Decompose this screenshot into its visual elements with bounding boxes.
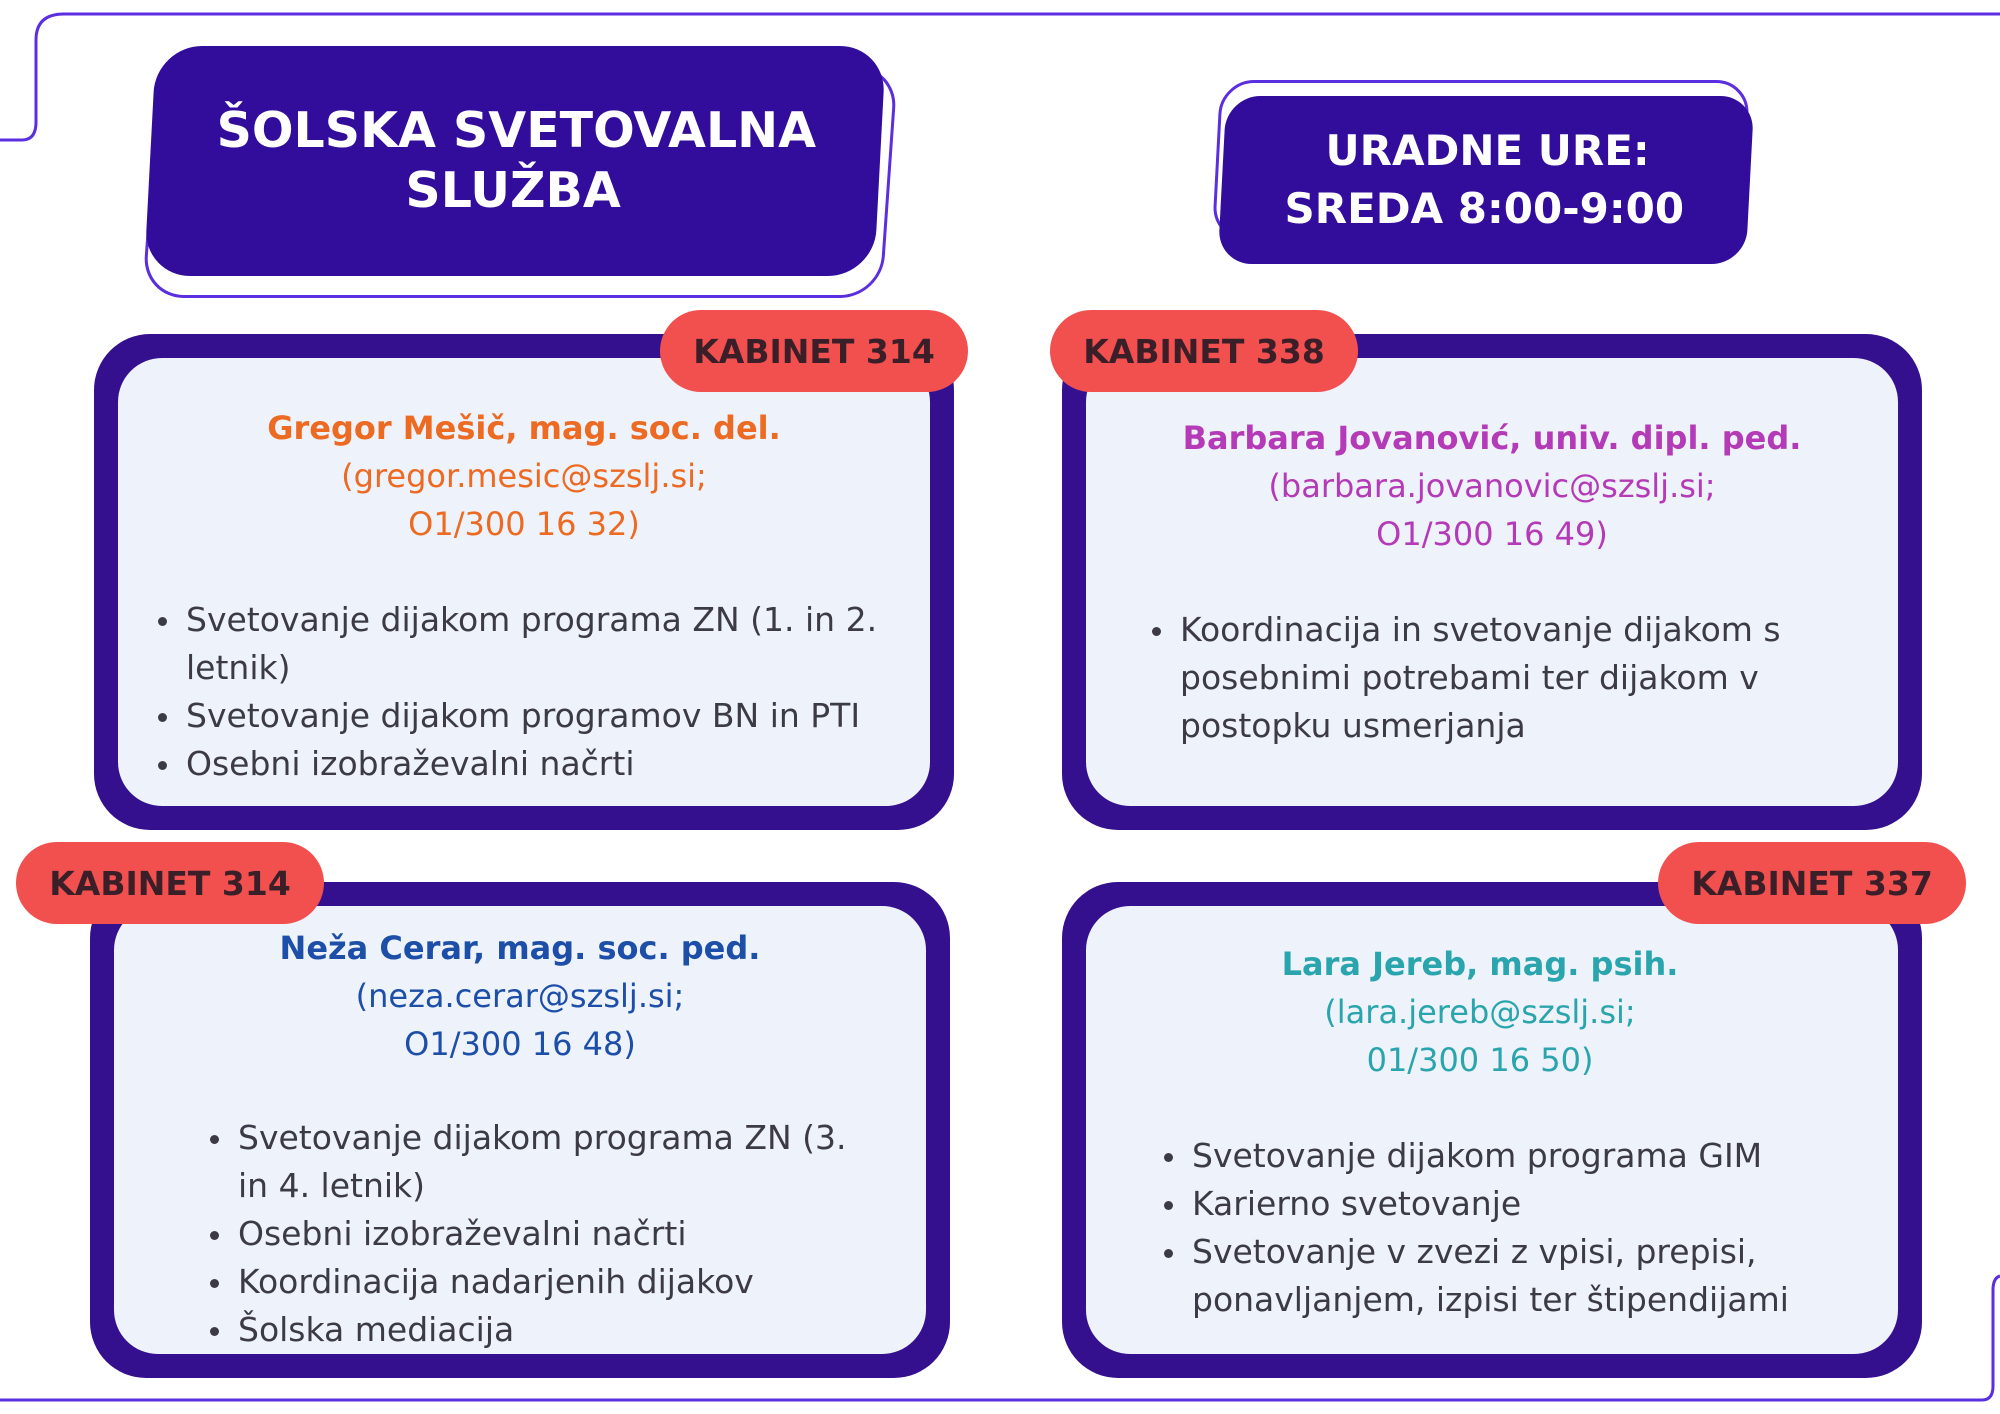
phone-number: O1/300 16 48): [404, 1025, 636, 1063]
phone-number: 01/300 16 50): [1366, 1041, 1594, 1079]
list-item: Svetovanje dijakom programov BN in PTI: [152, 692, 924, 740]
list-item: Karierno svetovanje: [1158, 1180, 1898, 1228]
list-item: Osebni izobraževalni načrti: [204, 1210, 854, 1258]
phone-number: O1/300 16 49): [1376, 515, 1608, 553]
list-item: Koordinacija in svetovanje dijakom s posebnimi potrebami ter dijakom v postopku usmerjanja: [1146, 606, 1876, 750]
email-link[interactable]: (gregor.mesic@szslj.si;: [341, 457, 707, 495]
list-item: Šolska mediacija: [204, 1306, 854, 1354]
room-badge: KABINET 314: [660, 310, 968, 392]
office-hours-line2: SREDA 8:00-9:00: [1284, 184, 1685, 233]
office-hours: [1218, 96, 1755, 264]
main-title-line2: SLUŽBA: [405, 162, 622, 219]
duties-list: [152, 596, 924, 788]
contact-info: [114, 924, 926, 1068]
counselor-name: Neža Cerar, mag. soc. ped.: [279, 929, 761, 967]
contact-info: [118, 404, 930, 548]
contact-info: [1086, 414, 1898, 558]
list-item: Svetovanje dijakom programa ZN (3. in 4. letnik): [204, 1114, 854, 1210]
duties-list: [1146, 606, 1876, 750]
email-link[interactable]: (lara.jereb@szslj.si;: [1324, 993, 1636, 1031]
list-item: Svetovanje v zvezi z vpisi, prepisi, ponavljanjem, izpisi ter štipendijami: [1158, 1228, 1898, 1324]
duties-list: [1158, 1132, 1898, 1324]
counselor-card-barbara: [1062, 334, 1922, 830]
room-badge: KABINET 338: [1050, 310, 1358, 392]
email-link[interactable]: (neza.cerar@szslj.si;: [355, 977, 685, 1015]
list-item: Svetovanje dijakom programa GIM: [1158, 1132, 1898, 1180]
list-item: Koordinacija nadarjenih dijakov: [204, 1258, 854, 1306]
list-item: Svetovanje dijakom programa ZN (1. in 2. letnik): [152, 596, 924, 692]
room-badge: KABINET 337: [1658, 842, 1966, 924]
phone-number: O1/300 16 32): [408, 505, 640, 543]
main-title-line1: ŠOLSKA SVETOVALNA: [216, 102, 817, 159]
email-link[interactable]: (barbara.jovanovic@szslj.si;: [1268, 467, 1716, 505]
counselor-name: Gregor Mešič, mag. soc. del.: [267, 409, 781, 447]
office-hours-line1: URADNE URE:: [1325, 126, 1650, 175]
room-badge: KABINET 314: [16, 842, 324, 924]
counselor-name: Barbara Jovanović, univ. dipl. ped.: [1182, 419, 1802, 457]
contact-info: [1074, 940, 1886, 1084]
list-item: Osebni izobraževalni načrti: [152, 740, 924, 788]
duties-list: [204, 1114, 854, 1354]
main-title: [144, 46, 886, 276]
counselor-name: Lara Jereb, mag. psih.: [1281, 945, 1679, 983]
